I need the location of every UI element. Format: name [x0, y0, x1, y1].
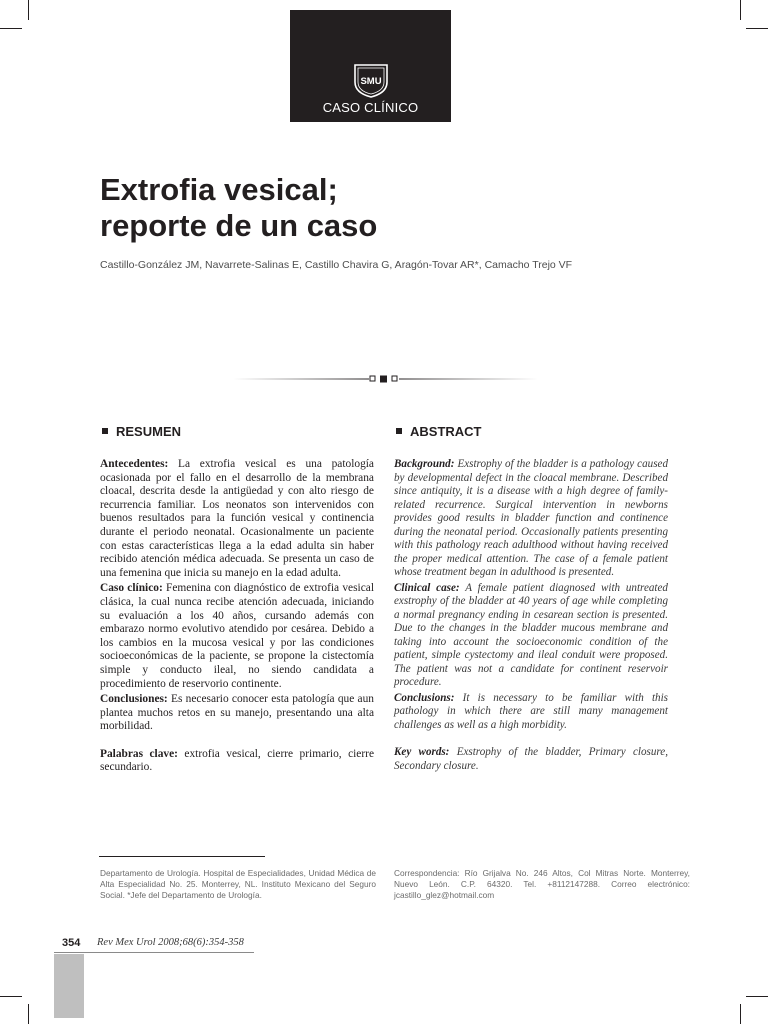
crop-mark: [746, 28, 768, 29]
abstract-heading: ABSTRACT: [396, 424, 482, 439]
resumen-heading: RESUMEN: [102, 424, 181, 439]
resumen-caso-clinico: Caso clínico: Femenina con diagnóstico de extrofia vesical clásica, la cual nunca recibe atención adecuada, iniciando su evaluación a los 40 años, cursando además con embarazo normo evolutivo atendido por cesárea. Debido a los cambios en la mucosa vesical y por las condiciones socioeconómicas de la paciente, se propone la cistectomía simple y conducto ileal, no siendo candidata a procedimiento de reservorio continente.: [100, 582, 374, 690]
crop-mark: [0, 28, 22, 29]
journal-reference: Rev Mex Urol 2008;68(6):354-358: [97, 937, 244, 948]
abstract-clinical-case: Clinical case: A female patient diagnosed with untreated exstrophy of the bladder at 40 years of age while completing a normal pregnancy ending in cesarean section is presented. Due to the changes in the bladder mucous membrane and taking into account the socioeconomic condition of the patient, simple cystectomy and ileal conduit were proposed. The patient was not a candidate for continent reservoir procedure.: [394, 581, 668, 688]
smu-logo-icon: [352, 62, 390, 98]
bullet-square-icon: [102, 428, 108, 434]
bullet-square-icon: [396, 428, 402, 434]
abstract-conclusions: Conclusions: It is necessary to be familiar with this pathology in which there are still many management challenges as well as a high morbidity.: [394, 691, 668, 731]
crop-mark: [740, 1004, 741, 1024]
resumen-antecedentes: Antecedentes: La extrofia vesical es una patología ocasionada por el fallo en el desarrollo de la membrana cloacal, descrita desde la antigüedad y con alto riesgo de recurrencia familiar. Los neonatos son intervenidos con buenos resultados para la función vesical y continencia durante el periodo neonatal. Ocasionalmente un paciente con estas características llega a la edad adulta sin haber recibido atención médica adecuada. Se presenta un caso de una femenina que inicia su manejo en la edad adulta.: [100, 458, 374, 579]
crop-mark: [28, 0, 29, 20]
abstract-background: Background: Exstrophy of the bladder is a pathology caused by developmental defect in the cloacal membrane. Described since antiquity, it is a disease with a high degree of family-related recurrence. Surgical intervention in newborns provides good results in bladder function and continence during the neonatal period. Occasionally patients presenting with this pathology reach adulthood without having received the proper medical attention. The case of a female patient whose treatment began in adulthood is presented.: [394, 458, 668, 578]
resumen-column: [100, 458, 374, 777]
section-label: CASO CLÍNICO: [322, 100, 419, 115]
article-title-line: reporte de un caso: [100, 208, 378, 243]
article-title: [100, 172, 377, 244]
page-edge-bar: [54, 954, 84, 1018]
abstract-key-words: Key words: Exstrophy of the bladder, Primary closure, Secondary closure.: [394, 746, 669, 772]
correspondence-footnote: Correspondencia: Río Grijalva No. 246 Altos, Col Mitras Norte. Monterrey, Nuevo León. C.P. 64320. Tel. +8112147288. Correo electrónico: jcastillo_glez@hotmail.com: [394, 868, 690, 900]
footnote-rule: [99, 856, 265, 857]
ornament-divider: [233, 372, 538, 386]
article-title-line: Extrofia vesical;: [100, 172, 338, 207]
resumen-palabras-clave: Palabras clave: extrofia vesical, cierre primario, cierre secundario.: [100, 747, 374, 774]
logo-text: SMU: [360, 76, 382, 87]
footer-rule: [54, 952, 254, 953]
abstract-column: [394, 458, 668, 775]
article-authors: Castillo-González JM, Navarrete-Salinas E, Castillo Chavira G, Aragón-Tovar AR*, Camacho Trejo VF: [100, 259, 573, 271]
crop-mark: [28, 1004, 29, 1024]
page-number: 354: [62, 937, 81, 949]
resumen-conclusiones: Conclusiones: Es necesario conocer esta patología que aun plantea muchos retos en su manejo, presentando una alta morbilidad.: [100, 693, 374, 733]
crop-mark: [746, 996, 768, 997]
crop-mark: [740, 0, 741, 20]
section-header-box: [290, 10, 451, 122]
affiliation-footnote: Departamento de Urología. Hospital de Especialidades, Unidad Médica de Alta Especialidad No. 25. Monterrey, NL. Instituto Mexicano del Seguro Social. *Jefe del Departamento de Urología.: [100, 868, 376, 900]
crop-mark: [0, 996, 22, 997]
